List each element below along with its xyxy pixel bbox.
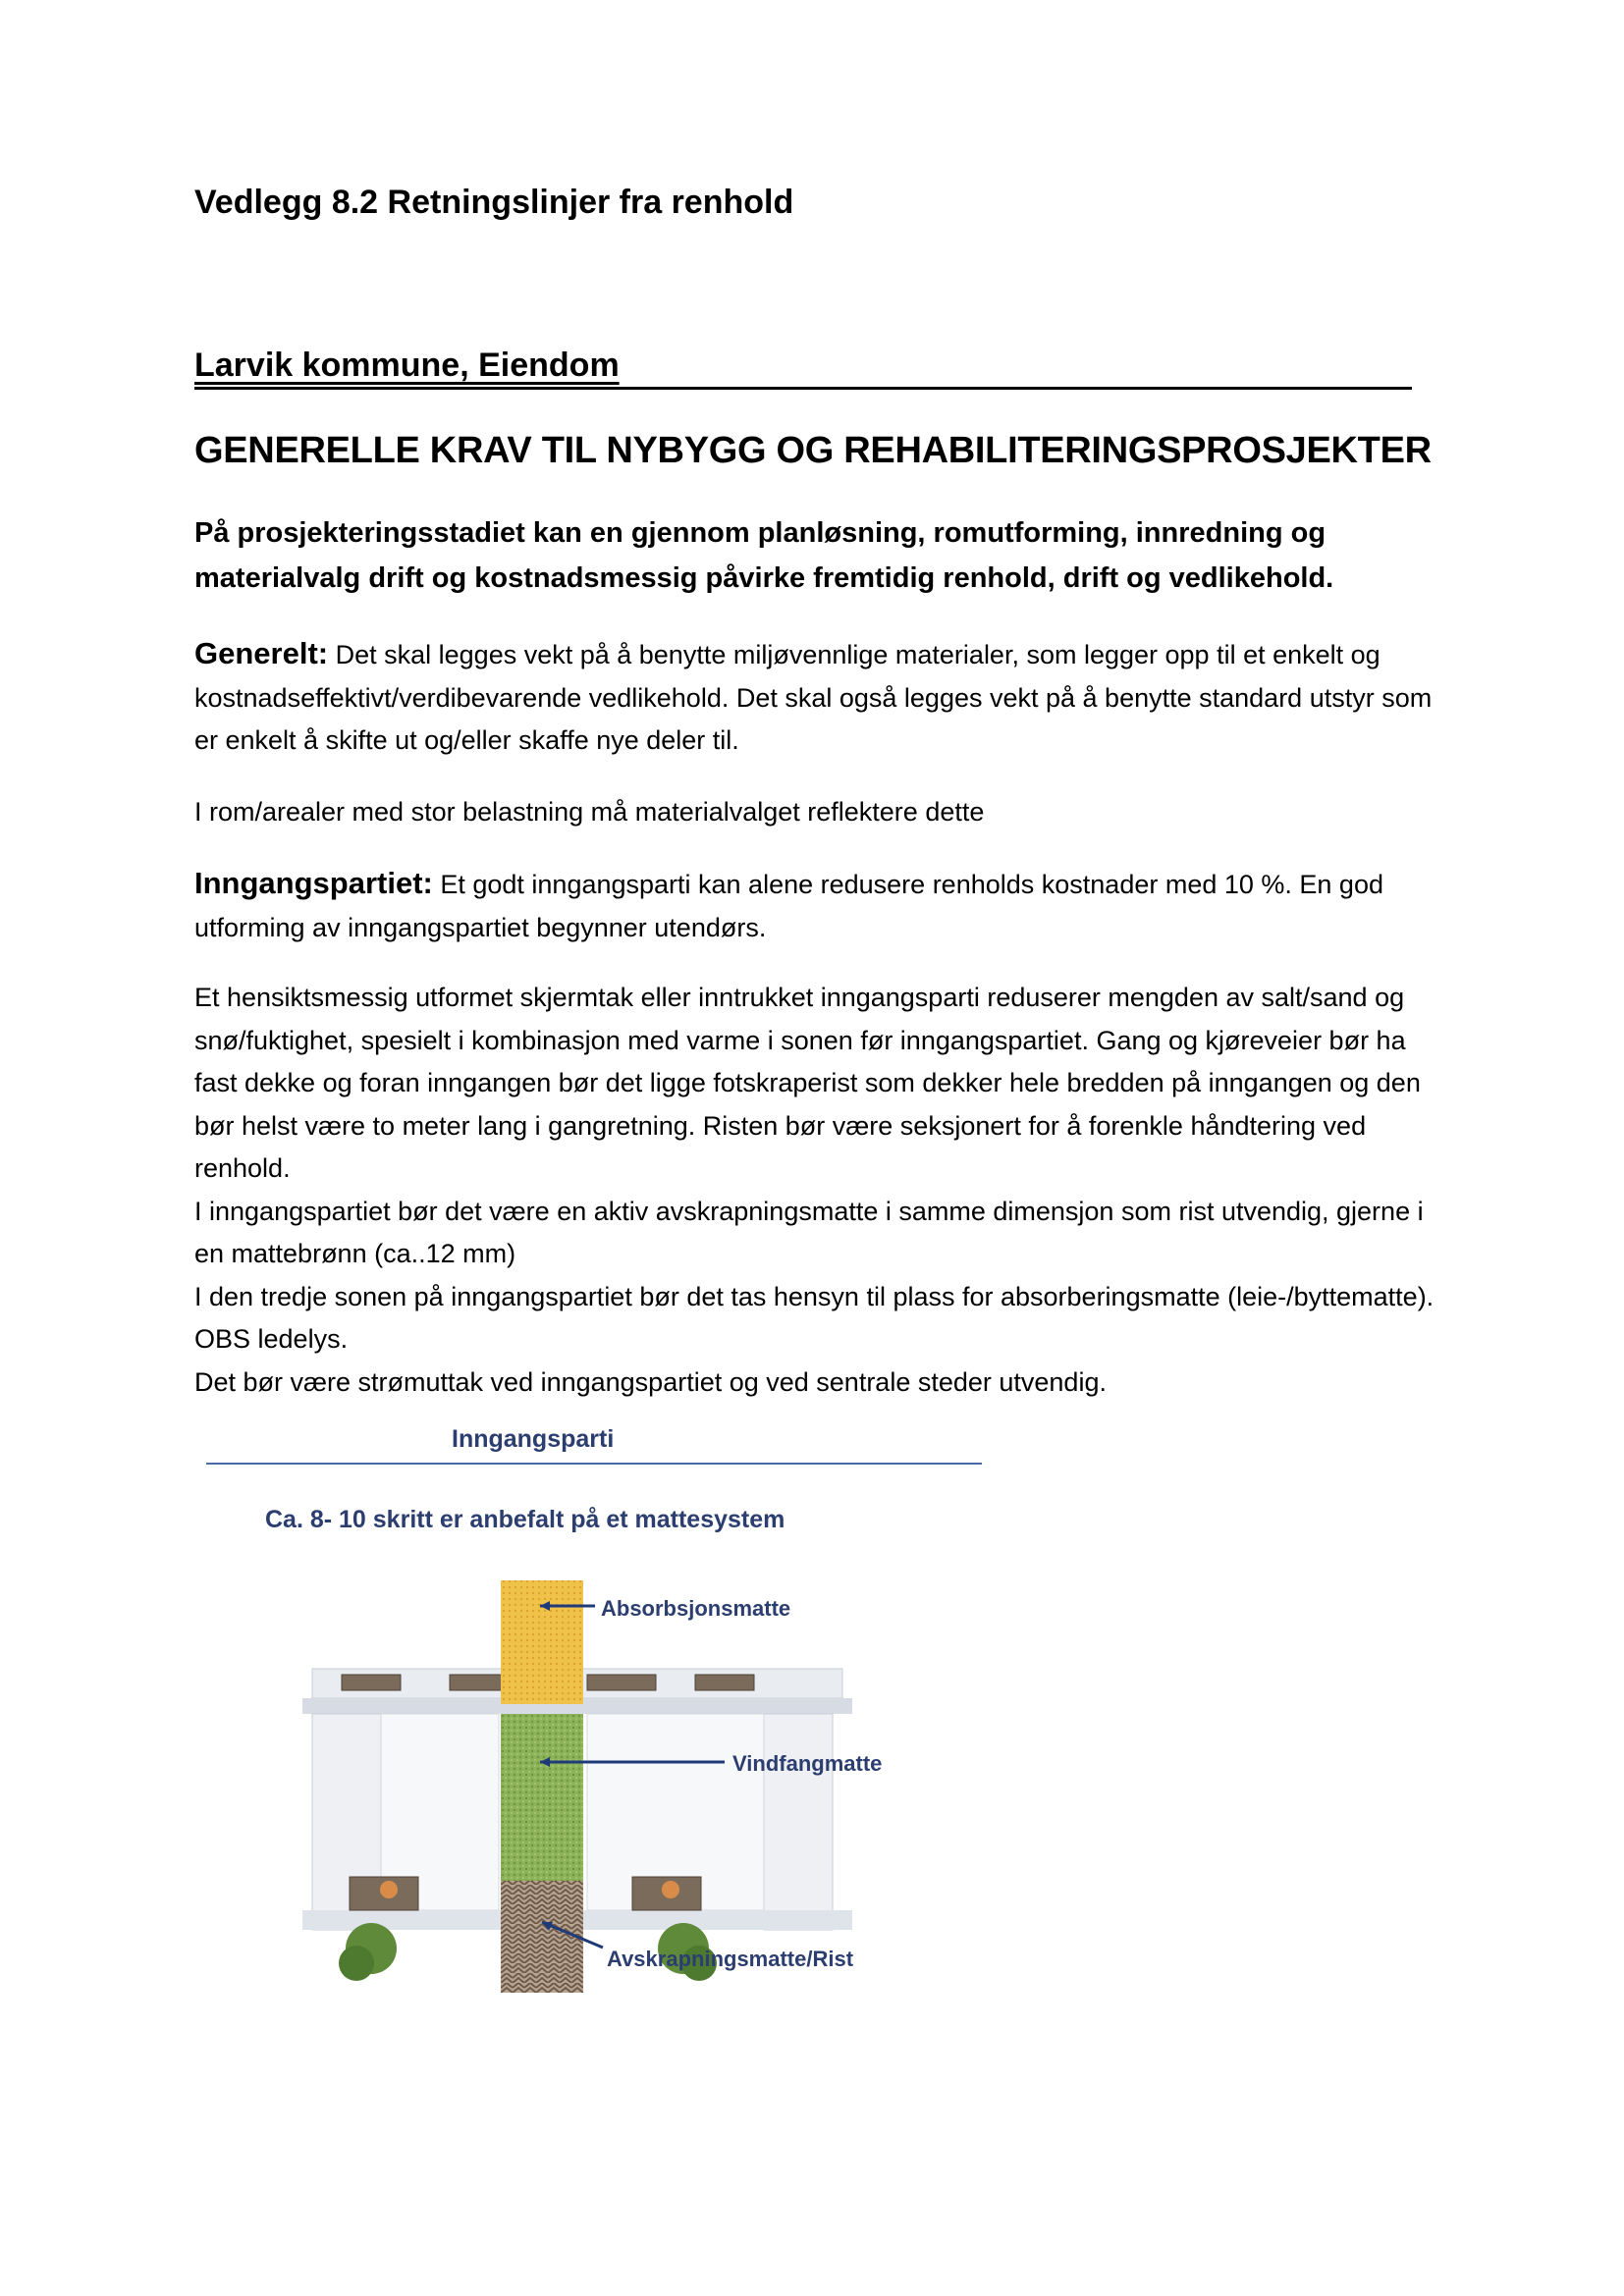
- windbreak-mat-shape: [501, 1714, 583, 1881]
- right-wall-shape: [764, 1714, 833, 1930]
- generelt-text: Det skal legges vekt på å benytte miljøvennlige materialer, som legger opp til et enkelt og kostnadseffektivt/verdibevarende vedlikehold. Det skal også legges vekt på å benytte standard utstyr som er enkelt å skifte ut og/eller skaffe nye deler til.: [194, 640, 1433, 755]
- body-line-1: Et hensiktsmessig utformet skjermtak eller inntrukket inngangsparti reduserer mengden av salt/sand og snø/fuktighet, spesielt i kombinasjon med varme i sonen før inngangspartiet. Gang og kjøreveier bør ha fast dekke og foran inngangen bør det ligge fotskraperist som dekker hele bredden på inngangen og den bør helst være to meter lang i gangretning. Risten bør være seksjonert for å forenkle håndtering ved renhold.: [194, 983, 1421, 1183]
- rom-paragraph: I rom/arealer med stor belastning må materialvalget reflektere dette: [194, 797, 985, 827]
- inngangspartiet-paragraph: [194, 862, 1451, 949]
- figure-subtitle: Ca. 8- 10 skritt er anbefalt på et mattesystem: [265, 1506, 785, 1533]
- generelt-paragraph: [194, 632, 1451, 763]
- scraper-grate-shape: [501, 1881, 583, 1993]
- figure-title: Inngangsparti: [452, 1425, 615, 1453]
- body-line-4: Det bør være strømuttak ved inngangspartiet og ved sentrale steder utvendig.: [194, 1366, 1107, 1397]
- window-top-right-shape: [695, 1675, 754, 1690]
- organization-heading: [194, 344, 1412, 390]
- intro-paragraph: På prosjekteringsstadiet kan en gjennom planløsning, romutforming, innredning og materialvalg drift og kostnadsmessig påvirke fremtidig renhold, drift og vedlikehold.: [194, 517, 1334, 594]
- window-top-mid-right-shape: [587, 1675, 656, 1690]
- shrub-left-shadow-shape: [339, 1946, 374, 1981]
- inngangspartiet-text: Et godt inngangsparti kan alene redusere renholds kostnader med 10 %. En god utforming av inngangspartiet begynner utendørs.: [194, 870, 1383, 942]
- scraper-mat-label: Avskrapningsmatte/Rist: [607, 1947, 854, 1971]
- absorption-mat-label: Absorbsjonsmatte: [601, 1596, 791, 1621]
- windbreak-mat-label: Vindfangmatte: [732, 1751, 883, 1776]
- window-top-left-shape: [342, 1675, 401, 1690]
- organization-heading-text: Larvik kommune, Eiendom: [194, 347, 620, 384]
- generelt-label: Generelt:: [194, 636, 329, 670]
- absorption-mat-shape: [501, 1580, 583, 1704]
- appendix-heading: Vedlegg 8.2 Retningslinjer fra renhold: [194, 184, 794, 221]
- entrance-mat-figure: [194, 1423, 1000, 1993]
- main-heading: GENERELLE KRAV TIL NYBYGG OG REHABILITERINGSPROSJEKTER: [194, 430, 1432, 471]
- figure-title-rule: [206, 1463, 982, 1465]
- body-line-2: I inngangspartiet bør det være en aktiv avskrapningsmatte i samme dimensjon som rist utvendig, gjerne i en mattebrønn (ca..12 mm): [194, 1196, 1424, 1268]
- body-line-3: I den tredje sonen på inngangspartiet bør det tas hensyn til plass for absorberingsmatte (leie-/byttematte). OBS ledelys.: [194, 1281, 1435, 1354]
- planter-left-plant-shape: [380, 1881, 398, 1898]
- inngangspartiet-label: Inngangspartiet:: [194, 866, 433, 900]
- entrance-details-paragraph: [194, 977, 1451, 1404]
- planter-right-plant-shape: [662, 1881, 679, 1898]
